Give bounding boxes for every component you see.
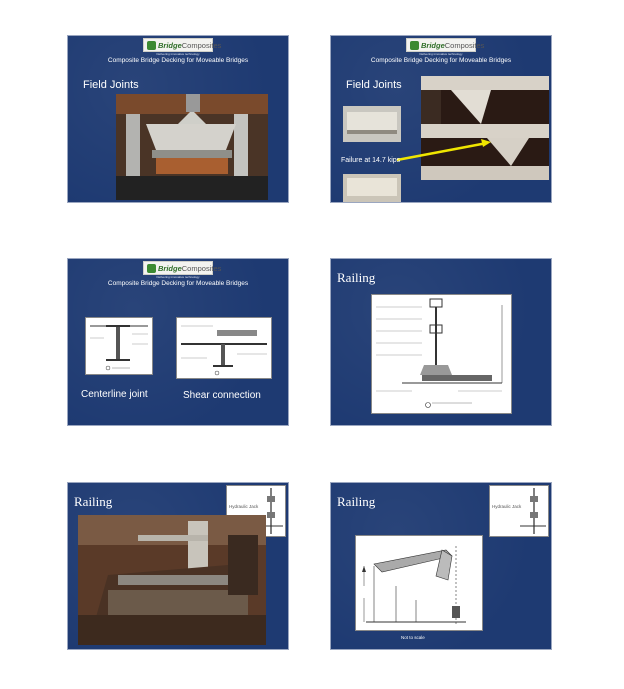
slide-5[interactable]	[67, 482, 289, 650]
slide-title: Railing	[337, 270, 376, 285]
slide-2[interactable]	[330, 35, 552, 203]
tagline: Delivering innovative technology	[419, 52, 463, 56]
tagline: Delivering innovative technology	[156, 275, 200, 279]
railing-force-diagram	[355, 535, 483, 631]
slide-subtitle: Composite Bridge Decking for Moveable Bridges	[370, 57, 512, 64]
tagline: Delivering innovative technology	[156, 52, 200, 56]
failure-annotation: Failure at 14.7 kips	[341, 157, 401, 164]
slide-title: Railing	[74, 494, 113, 509]
failure-arrow-icon	[331, 36, 552, 203]
slide-subtitle: Composite Bridge Decking for Moveable Bridges	[107, 57, 249, 64]
caption-centerline-joint: Centerline joint	[81, 389, 148, 400]
slide-3[interactable]	[67, 258, 289, 426]
slide-subtitle: Composite Bridge Decking for Moveable Bridges	[107, 280, 249, 287]
centerline-joint-drawing	[85, 317, 153, 375]
shear-connection-drawing	[176, 317, 272, 379]
logo-mark-icon	[147, 264, 156, 273]
bridge-composites-logo: BridgeComposites	[143, 38, 213, 52]
railing-detail-drawing	[371, 294, 512, 414]
slide-6[interactable]	[330, 482, 552, 650]
logo-mark-icon	[147, 41, 156, 50]
slide-4[interactable]	[330, 258, 552, 426]
test-rig-photo	[116, 94, 268, 200]
hydraulic-jack-inset	[489, 485, 549, 537]
slide-1[interactable]	[67, 35, 289, 203]
bridge-composites-logo: BridgeComposites	[406, 38, 476, 52]
inset-label: Hydraulic Jack	[229, 504, 259, 509]
slide-title: Field Joints	[83, 79, 139, 91]
scale-note: Not to scale	[401, 635, 425, 640]
bridge-composites-logo: BridgeComposites	[143, 261, 213, 275]
slide-title: Railing	[337, 494, 376, 509]
inset-label: Hydraulic Jack	[492, 504, 522, 509]
caption-shear-connection: Shear connection	[183, 390, 261, 401]
slide-title: Field Joints	[346, 79, 402, 91]
railing-test-photo	[78, 515, 266, 645]
